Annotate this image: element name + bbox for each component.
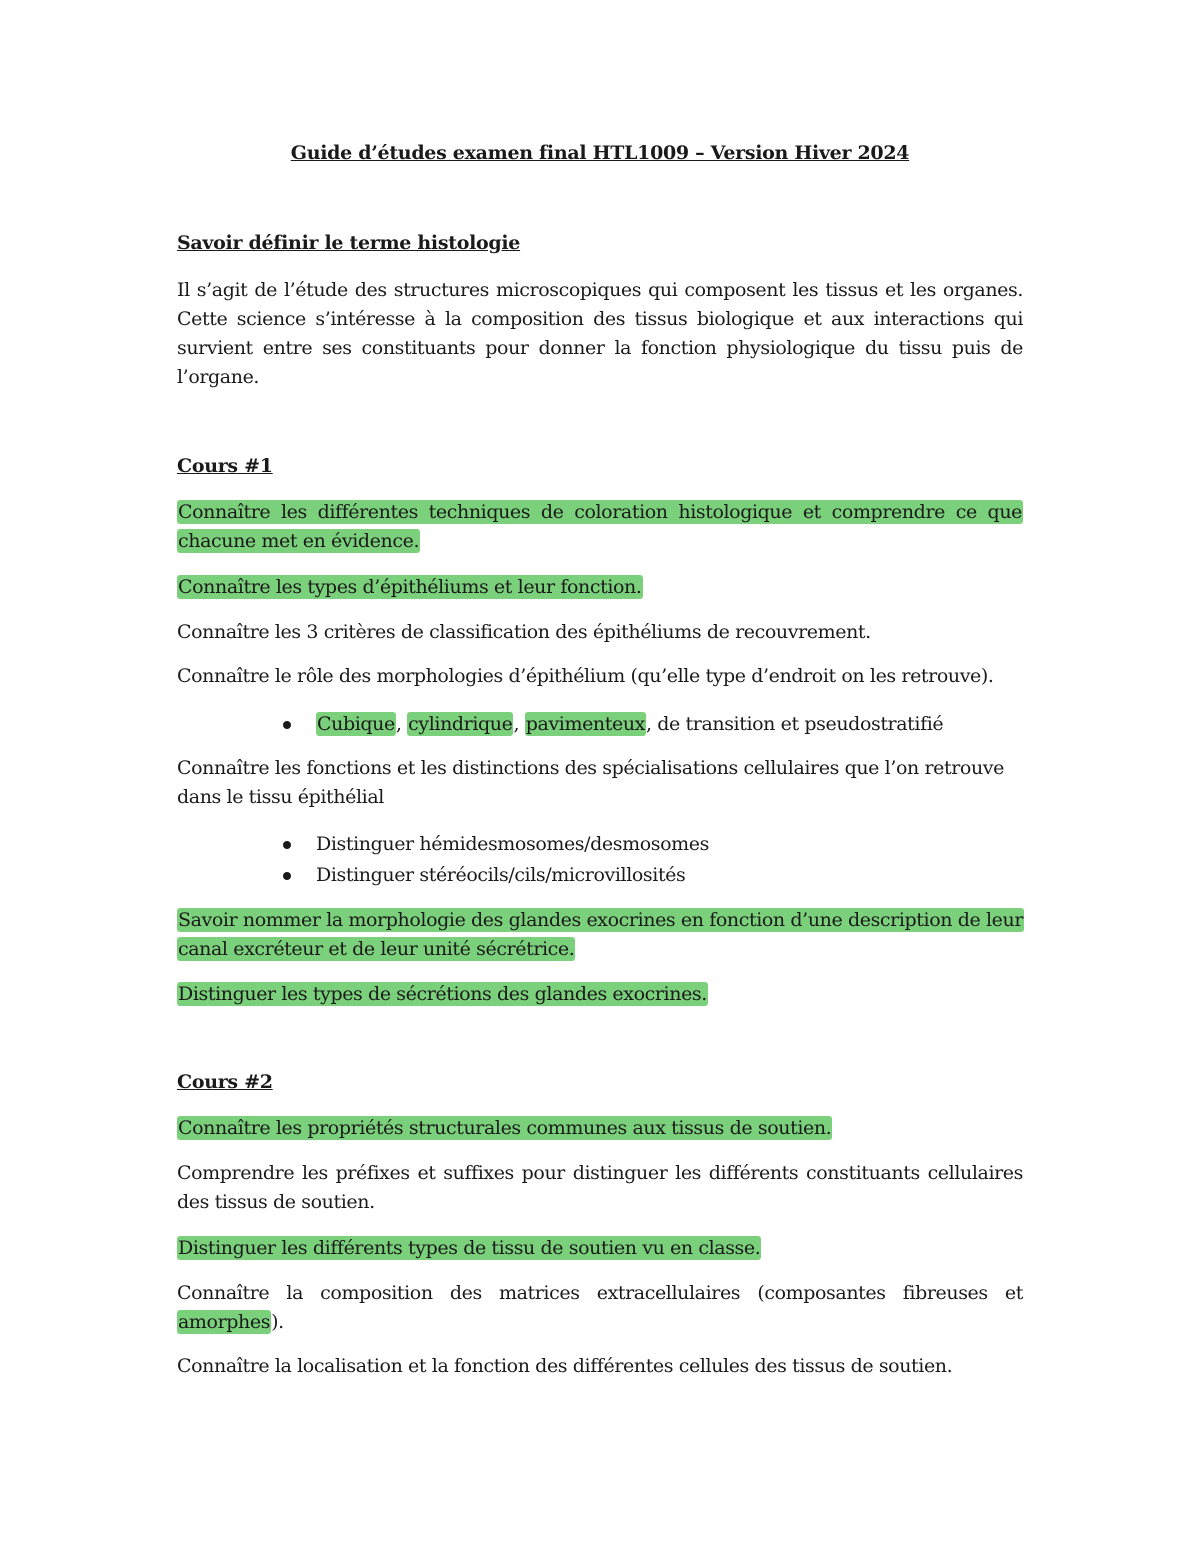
morphology-list [177, 709, 943, 740]
separator: , [513, 713, 525, 735]
highlighted-text: Distinguer les différents types de tissu de soutien vu en classe. [178, 1237, 761, 1259]
list-item [177, 860, 709, 891]
cours2-item-types [177, 1234, 1023, 1263]
cours1-item-morphologies: Connaître le rôle des morphologies d’épithélium (qu’elle type d’endroit on les retrouve). [177, 665, 994, 687]
list-text: , de transition et pseudostratifié [646, 713, 944, 735]
highlighted-text: Cubique [317, 713, 395, 735]
highlighted-text: Distinguer les types de sécrétions des glandes exocrines. [178, 983, 707, 1005]
definition-text: Il s’agit de l’étude des structures microscopiques qui composent les tissus et les organes. Cette science s’intéresse à la composition des tissus biologique et aux interactions qui survient entre ses constituants pour donner la fonction physiologique du tissu puis de l’organe. [177, 279, 1023, 388]
bullet-icon [283, 721, 291, 729]
cours1-item-glandes [177, 906, 1023, 964]
separator: , [395, 713, 408, 735]
cours2-item-cellules: Connaître la localisation et la fonction des différentes cellules des tissus de soutien. [177, 1355, 953, 1377]
cours1-item-epitheliums [177, 573, 1023, 602]
specialisation-list [177, 829, 709, 891]
list-text: Distinguer stéréocils/cils/microvillosités [316, 864, 686, 886]
cours2-item-matrices [177, 1279, 1023, 1337]
bullet-icon [283, 872, 291, 880]
cours1-item-specialisations: Connaître les fonctions et les distinctions des spécialisations cellulaires que l’on retrouve dans le tissu épithélial [177, 757, 1004, 808]
highlighted-text: Savoir nommer la morphologie des glandes exocrines en fonction d’une description de leur canal excréteur et de leur unité sécrétrice. [178, 909, 1024, 960]
highlighted-text: Connaître les différentes techniques de coloration histologique et comprendre ce que chacune met en évidence. [178, 501, 1022, 552]
highlighted-text: amorphes [178, 1311, 271, 1333]
list-text: Distinguer hémidesmosomes/desmosomes [316, 833, 709, 855]
list-item [177, 709, 943, 740]
cours1-item-secretions [177, 980, 1023, 1009]
document-title: Guide d’études examen final HTL1009 – Version Hiver 2024 [290, 142, 910, 164]
cours1-item-coloration [177, 498, 1023, 556]
cours2-item-prefixes: Comprendre les préfixes et suffixes pour distinguer les différents constituants cellulaires des tissus de soutien. [177, 1162, 1023, 1213]
highlighted-text: Connaître les propriétés structurales communes aux tissus de soutien. [178, 1117, 832, 1139]
paragraph-text: ). [271, 1311, 284, 1333]
bullet-icon [283, 841, 291, 849]
paragraph-text: Connaître la composition des matrices extracellulaires (composantes fibreuses et [177, 1282, 1023, 1304]
cours2-heading: Cours #2 [177, 1071, 273, 1093]
cours2-item-proprietes [177, 1114, 1023, 1143]
cours1-heading: Cours #1 [177, 455, 273, 477]
highlighted-text: Connaître les types d’épithéliums et leur fonction. [178, 576, 642, 598]
highlighted-text: pavimenteux [525, 713, 645, 735]
highlighted-text: cylindrique [408, 713, 513, 735]
list-item [177, 829, 709, 860]
cours1-item-criteres: Connaître les 3 critères de classification des épithéliums de recouvrement. [177, 621, 871, 643]
definition-heading: Savoir définir le terme histologie [177, 232, 521, 254]
